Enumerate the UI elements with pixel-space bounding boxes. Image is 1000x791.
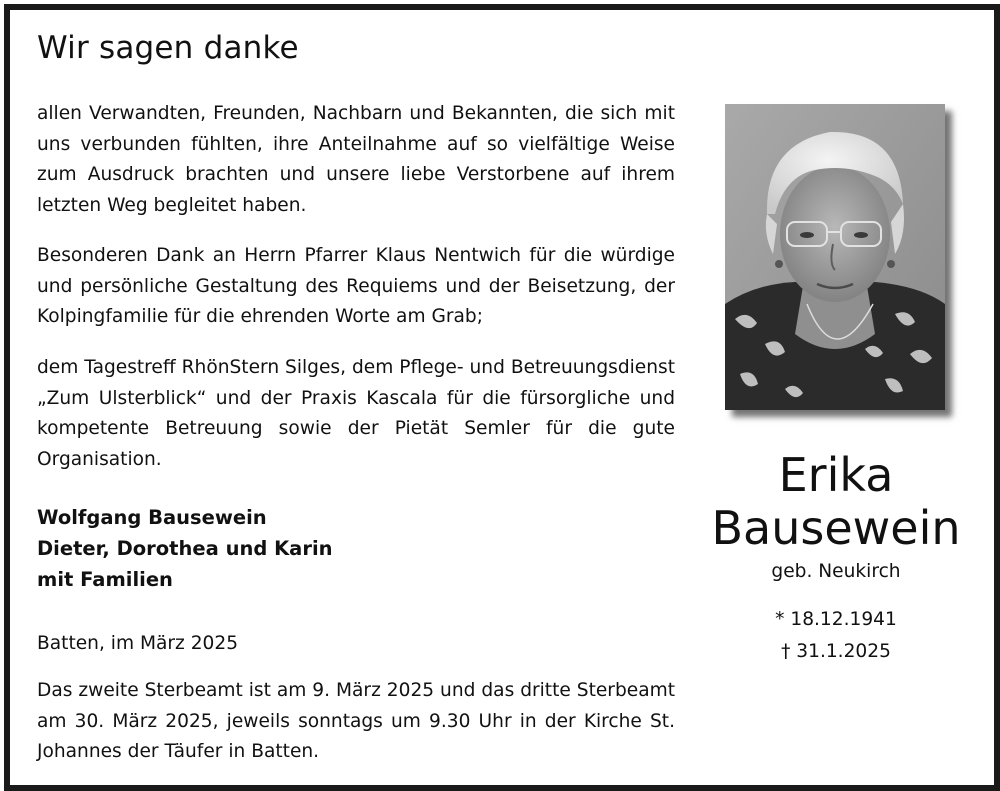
life-dates [700, 604, 972, 668]
thanks-paragraph-3: dem Tagestreff RhönStern Silges, dem Pflege- und Betreuungsdienst „Zum Ulsterblick“ und der Praxis Kascala für die fürsorgliche und kompetente Betreuung sowie der Pietät Semler für die gute Organisation. [37, 357, 675, 470]
signatory-line: Wolfgang Bausewein [37, 506, 267, 529]
deceased-first-name: Erika [778, 448, 894, 502]
signatory-line: Dieter, Dorothea und Karin [37, 537, 333, 560]
thanks-paragraph-2: Besonderen Dank an Herrn Pfarrer Klaus Nentwich für die würdige und persönliche Gestaltung des Requiems und der Beisetzung, der Kolpingfamilie für die ehrenden Worte am Grab; [37, 245, 675, 327]
thanks-paragraph-1: allen Verwandten, Freunden, Nachbarn und Bekannten, die sich mit uns verbunden fühlten, ihre Anteilnahme auf so vielfältige Weise zum Ausdruck brachten und unsere liebe Verstorbene auf ihrem letzten Weg begleitet haben. [37, 103, 675, 216]
place-date: Batten, im März 2025 [37, 633, 239, 654]
deceased-birth-name: geb. Neukirch [771, 561, 901, 582]
deceased-last-name: Bausewein [711, 501, 961, 555]
memorial-service-paragraph: Das zweite Sterbeamt ist am 9. März 2025 und das dritte Sterbeamt am 30. März 2025, jeweils sonntags um 9.30 Uhr in der Kirche St. Johannes der Täufer in Batten. [37, 680, 675, 762]
death-date: † 31.1.2025 [781, 641, 891, 662]
signatory-line: mit Familien [37, 568, 173, 591]
birth-date: * 18.12.1941 [775, 609, 897, 630]
portrait-photo [725, 104, 945, 410]
page-title: Wir sagen danke [37, 30, 299, 66]
signatories [37, 502, 333, 595]
